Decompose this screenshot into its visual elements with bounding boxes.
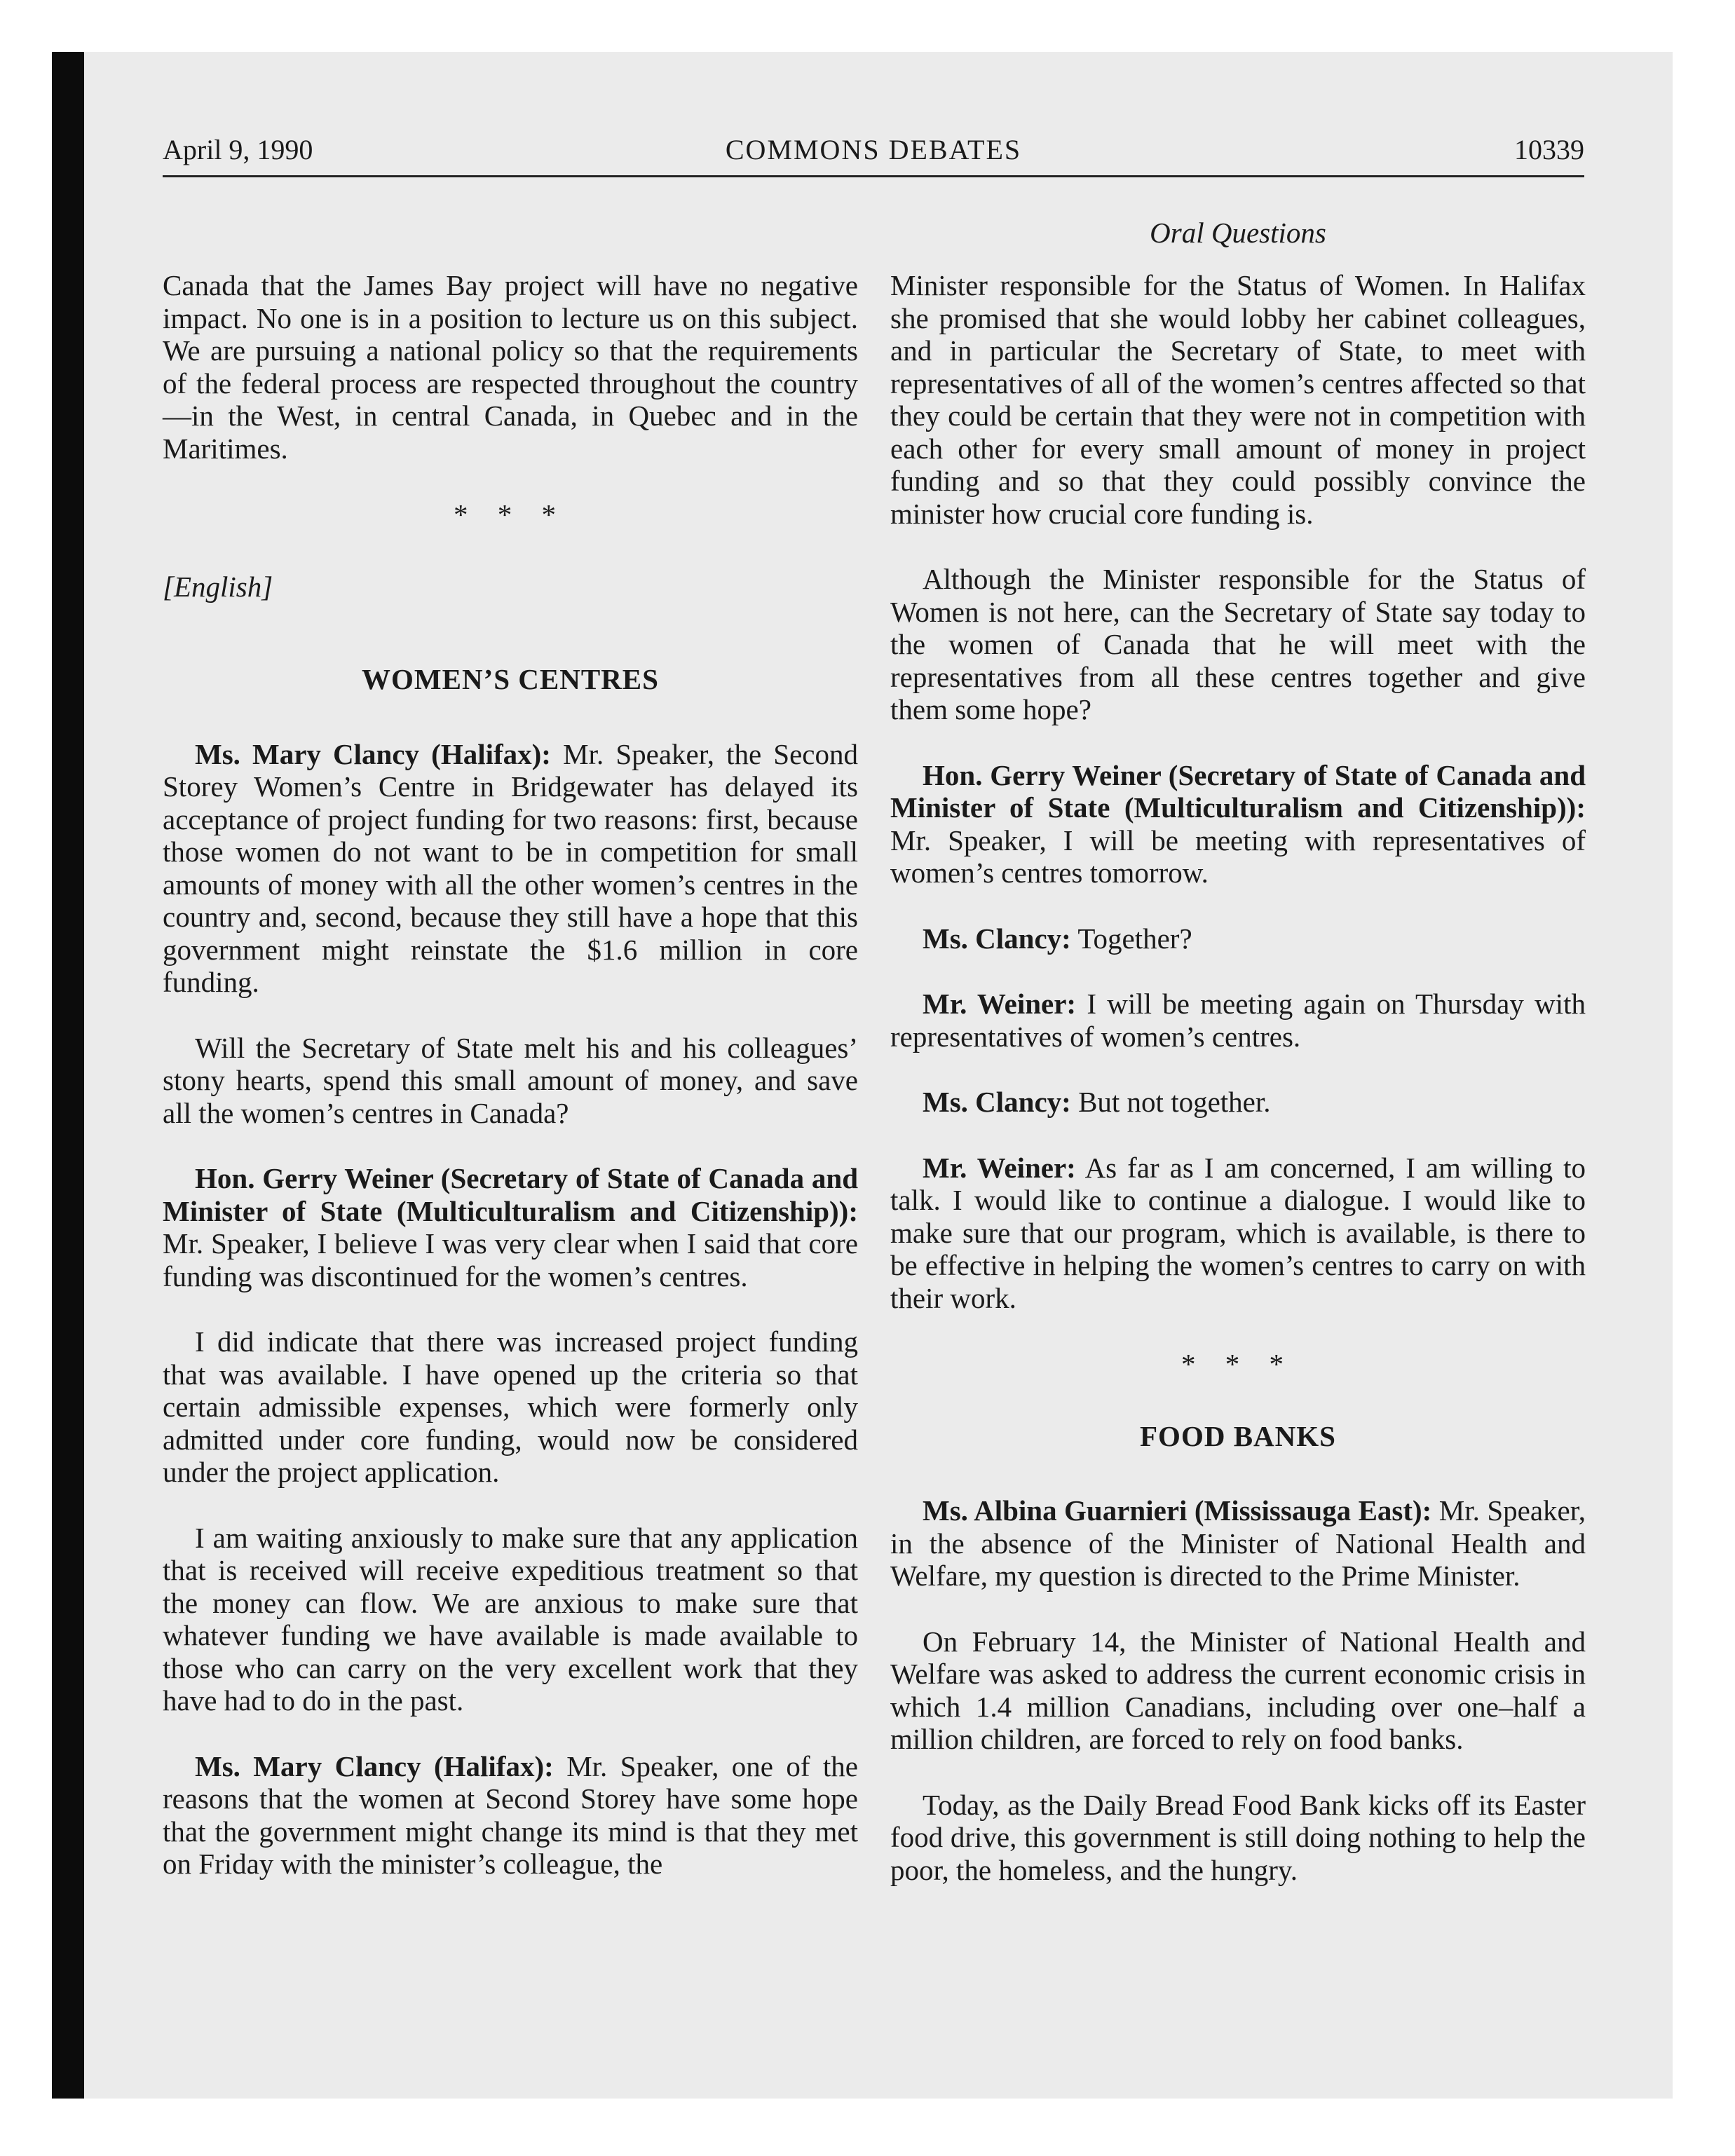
paragraph: Minister responsible for the Status of Women. In Halifax she promised that she would lobby her cabinet colleagues, and in particular the Secretary of State, to meet with representatives of all of the women’s centres affected so that they could be certain that they were not in competition with each other for every small amount of money in project funding and so that they could possibly convince the minister how crucial core funding is. bbox=[890, 269, 1586, 530]
speaker-name: Ms. Mary Clancy (Halifax): bbox=[195, 1749, 554, 1782]
paragraph bbox=[163, 738, 858, 999]
page-number: 10339 bbox=[1514, 134, 1584, 165]
paragraph: Canada that the James Bay project will have no negative impact. No one is in a position to lecture us on this subject. We are pursuing a national policy so that the requirements of the federal process are respected throughout the country—in the West, in central Canada, in Quebec and in the Maritimes. bbox=[163, 269, 858, 465]
paragraph: Although the Minister responsible for the Status of Women is not here, can the Secretary of State say today to the women of Canada that he will meet with the representatives from all these centres together and give them some hope? bbox=[890, 563, 1586, 725]
paragraph: On February 14, the Minister of National Health and Welfare was asked to address the current economic crisis in which 1.4 million Canadians, including over one–half a million children, are forced to rely on food banks. bbox=[890, 1625, 1586, 1755]
header-title: COMMONS DEBATES bbox=[725, 134, 1022, 165]
speech-text: Mr. Speaker, I believe I was very clear when I said that core funding was discontinued for the women’s centres. bbox=[163, 1227, 858, 1292]
speech-text: Mr. Speaker, I will be meeting with representatives of women’s centres tomorrow. bbox=[890, 824, 1586, 889]
paragraph bbox=[890, 922, 1586, 955]
speaker-name: Ms. Mary Clancy (Halifax): bbox=[195, 737, 551, 770]
speech-text: Mr. Speaker, one of the reasons that the women at Second Storey have some hope that the government might change its mind is that they met on Friday with the minister’s colleague, the bbox=[163, 1749, 858, 1880]
header-rule bbox=[163, 175, 1584, 177]
scan-edge-bar bbox=[52, 52, 84, 2099]
paragraph: Will the Secretary of State melt his and his colleagues’ stony hearts, spend this small amount of money, and save all the women’s centres in Canada? bbox=[163, 1031, 858, 1129]
paragraph bbox=[890, 1152, 1586, 1315]
speech-text: Mr. Speaker, the Second Storey Women’s Centre in Bridgewater has delayed its acceptance of project funding for two reasons: first, because those women do not want to be in competition for small amounts of money with all the other women’s centres in the country and, second, because they still have a hope that this government might reinstate the $1.6 million in core funding. bbox=[163, 737, 859, 998]
paragraph bbox=[890, 1086, 1586, 1119]
speech-text: But not together. bbox=[1078, 1086, 1271, 1118]
speaker-name: Hon. Gerry Weiner (Secretary of State of Canada and Minister of State (Multiculturalism and Citizenship)): bbox=[890, 758, 1586, 824]
paragraph bbox=[890, 988, 1586, 1053]
speaker-name: Hon. Gerry Weiner (Secretary of State of Canada and Minister of State (Multiculturalism and Citizenship)): bbox=[163, 1162, 858, 1227]
paragraph: I did indicate that there was increased project funding that was available. I have opened up the criteria so that certain admissible expenses, which were formerly only admitted under core funding, would now be considered under the project application. bbox=[163, 1325, 858, 1488]
paragraph bbox=[163, 1750, 858, 1881]
paragraph bbox=[890, 1494, 1586, 1592]
section-separator: * * * bbox=[1181, 1348, 1295, 1380]
running-header bbox=[163, 133, 1584, 177]
speech-text: Together? bbox=[1077, 922, 1192, 955]
paragraph bbox=[163, 1162, 858, 1292]
section-heading: WOMEN’S CENTRES bbox=[362, 663, 659, 695]
language-marker: [English] bbox=[163, 570, 273, 603]
section-separator: * * * bbox=[454, 498, 567, 531]
left-column bbox=[163, 269, 858, 1913]
section-label: Oral Questions bbox=[1150, 217, 1326, 249]
speech-text: As far as I am concerned, I am willing to talk. I would like to continue a dialogue. I would like to make sure that our program, which is available, is there to be effective in helping the women’s centres to carry on with their work. bbox=[890, 1151, 1586, 1314]
paragraph bbox=[890, 759, 1586, 889]
speaker-name: Mr. Weiner: bbox=[923, 1151, 1076, 1184]
speech-text: I will be meeting again on Thursday with representatives of women’s centres. bbox=[890, 988, 1586, 1053]
speaker-name: Mr. Weiner: bbox=[923, 988, 1077, 1020]
paragraph: Today, as the Daily Bread Food Bank kicks off its Easter food drive, this government is still doing nothing to help the poor, the homeless, and the hungry. bbox=[890, 1788, 1586, 1886]
speaker-name: Ms. Clancy: bbox=[923, 1086, 1071, 1118]
header-date: April 9, 1990 bbox=[163, 134, 313, 165]
speaker-name: Ms. Clancy: bbox=[923, 922, 1071, 955]
paragraph: I am waiting anxiously to make sure that any application that is received will receive expeditious treatment so that the money can flow. We are anxious to make sure that whatever funding we have available is made available to those who can carry on the very excellent work that they have had to do in the past. bbox=[163, 1521, 858, 1717]
section-heading: FOOD BANKS bbox=[1140, 1419, 1336, 1452]
speech-text: Mr. Speaker, in the absence of the Minister of National Health and Welfare, my question is directed to the Prime Minister. bbox=[890, 1494, 1586, 1592]
right-column bbox=[890, 269, 1586, 1919]
speaker-name: Ms. Albina Guarnieri (Mississauga East): bbox=[923, 1494, 1432, 1527]
